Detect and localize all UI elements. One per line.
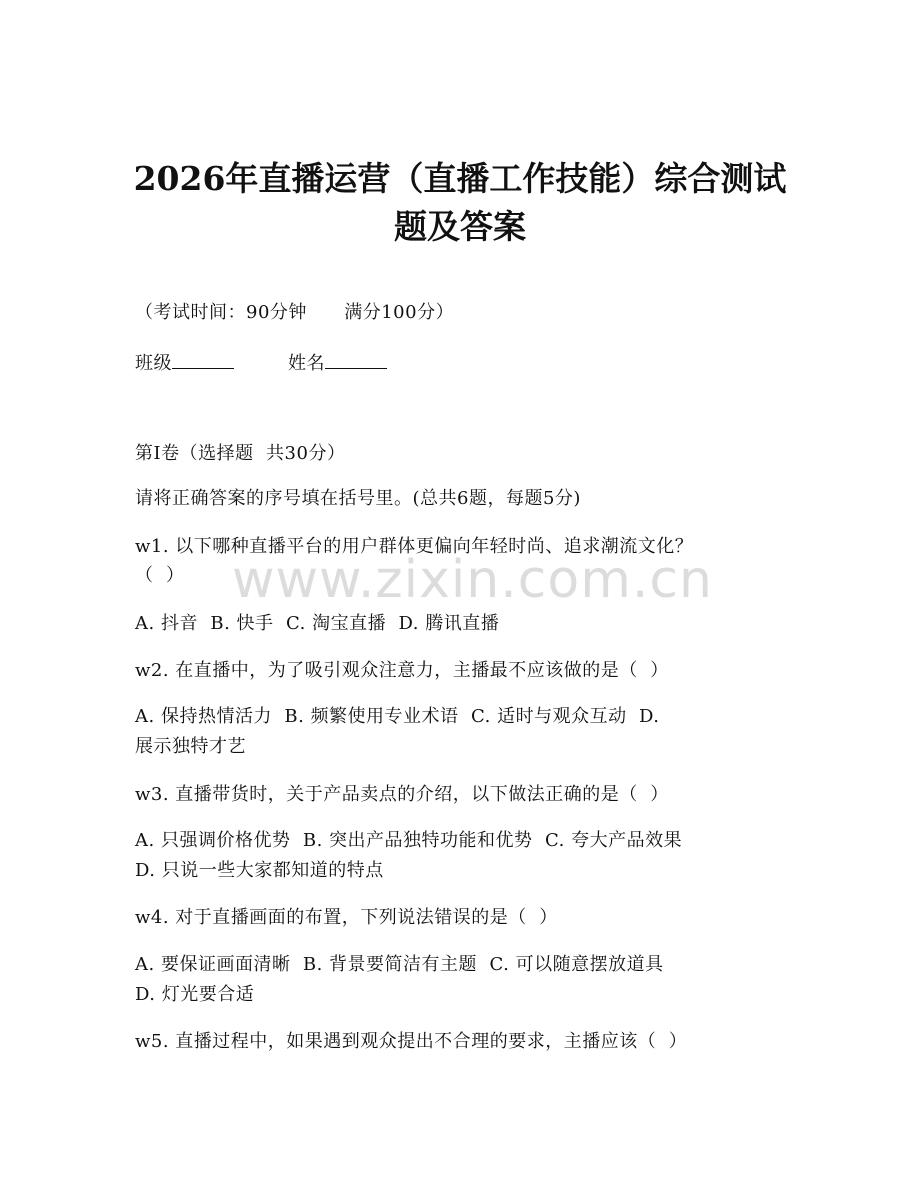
document-title-line-1: 2026年直播运营（直播工作技能）综合测试 [133,159,787,198]
watermark-text: www.zixin.com.cn [232,550,713,610]
instructions: 请将正确答案的序号填在括号里。(总共6题，每题5分) [135,488,581,509]
question-1-stem: w1. 以下哪种直播平台的用户群体更偏向年轻时尚、追求潮流文化？ [135,536,694,557]
question-3-stem: w3. 直播带货时，关于产品卖点的介绍，以下做法正确的是（ ） [135,784,669,805]
question-4-options-cont: D. 灯光要合适 [135,984,255,1005]
class-label: 班级 [135,353,172,374]
question-1-options: A. 抖音 B. 快手 C. 淘宝直播 D. 腾讯直播 [135,613,500,634]
question-4-stem: w4. 对于直播画面的布置，下列说法错误的是（ ） [135,907,558,928]
question-4-options: A. 要保证画面清晰 B. 背景要简洁有主题 C. 可以随意摆放道具 [135,954,664,975]
class-blank [172,350,234,369]
name-label: 姓名 [288,353,325,374]
question-3-options-cont: D. 只说一些大家都知道的特点 [135,860,384,881]
name-blank [325,350,387,369]
question-2-options: A. 保持热情活力 B. 频繁使用专业术语 C. 适时与观众互动 D. [135,706,660,727]
question-3-options: A. 只强调价格优势 B. 突出产品独特功能和优势 C. 夸大产品效果 [135,830,683,851]
exam-info: （考试时间：90分钟 满分100分） [135,302,455,323]
question-5-stem: w5. 直播过程中，如果遇到观众提出不合理的要求，主播应该（ ） [135,1031,688,1052]
question-1-stem-cont: （ ） [135,565,185,586]
question-2-stem: w2. 在直播中，为了吸引观众注意力，主播最不应该做的是（ ） [135,660,669,681]
section-title: 第Ⅰ卷（选择题 共30分） [135,443,346,464]
document-title-line-2: 题及答案 [394,207,526,246]
class-name-row [135,350,387,376]
question-2-options-cont: 展示独特才艺 [135,736,246,757]
